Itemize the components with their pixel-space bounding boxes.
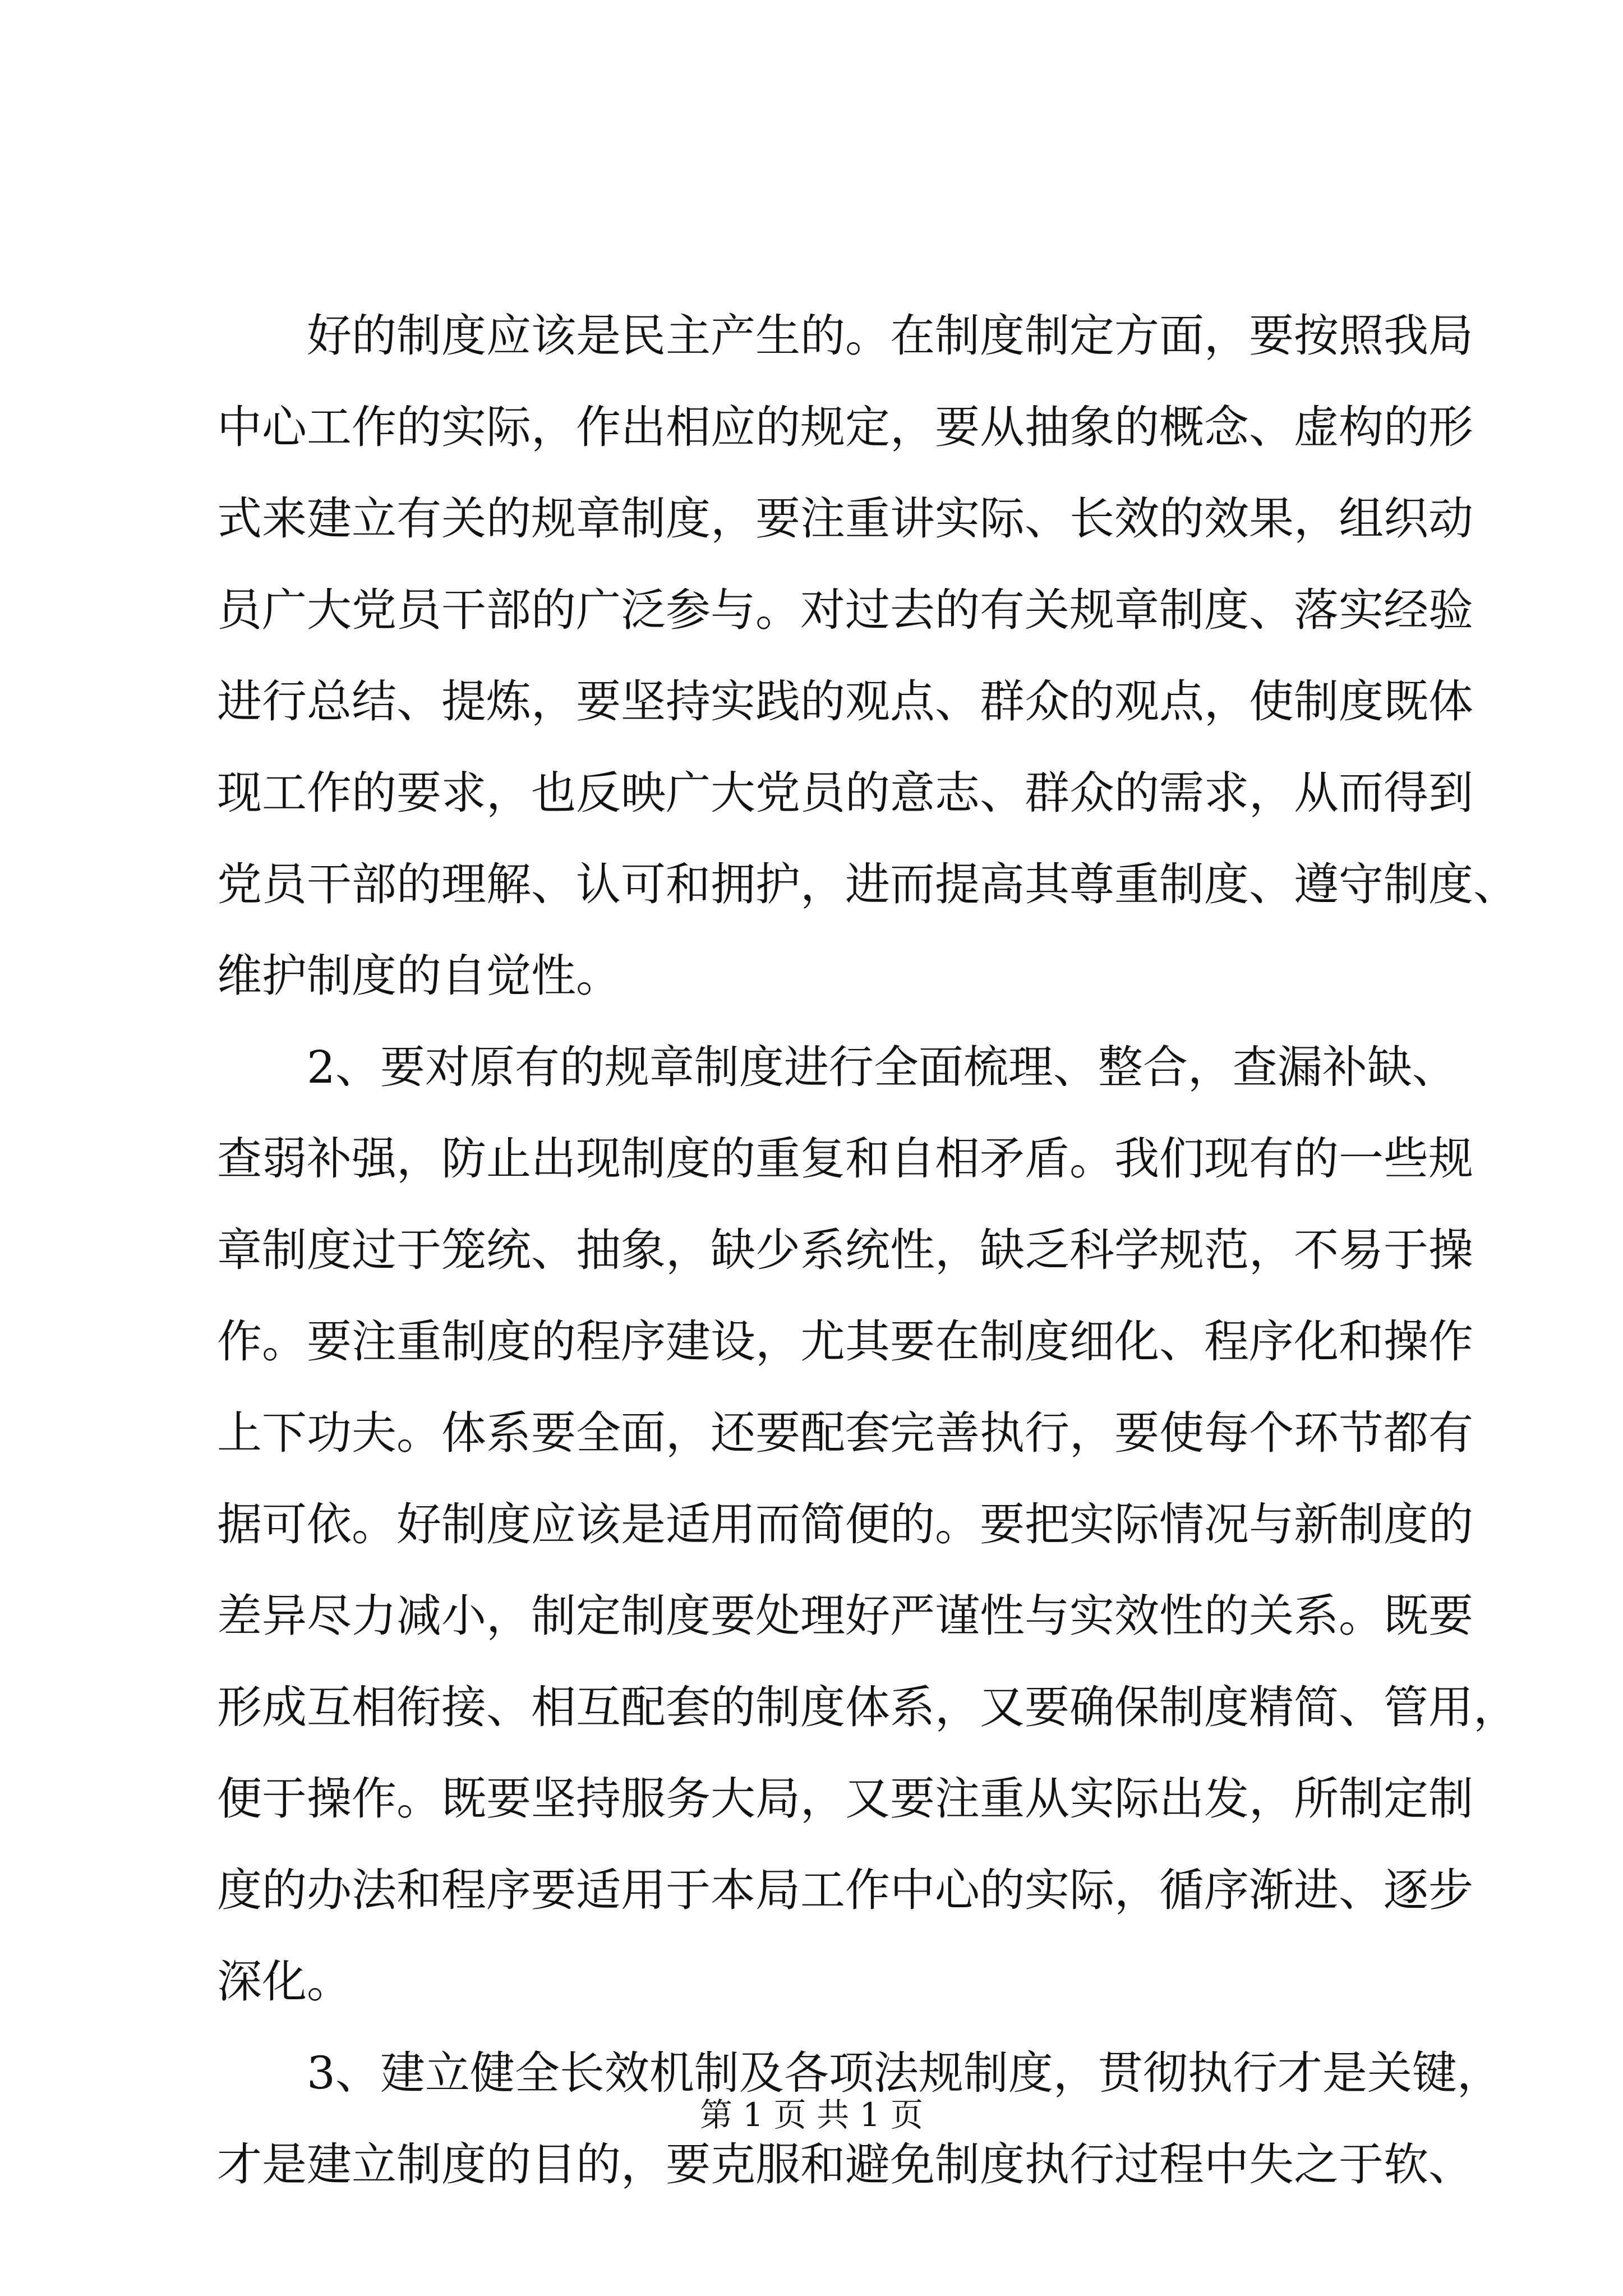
text-line: 员广大党员干部的广泛参与。对过去的有关规章制度、落实经验 — [217, 584, 1473, 636]
text-line: 度的办法和程序要适用于本局工作中心的实际，循序渐进、逐步 — [217, 1864, 1473, 1916]
text-line: 2、要对原有的规章制度进行全面梳理、整合，查漏补缺、 — [217, 1041, 1457, 1093]
text-line: 深化。 — [217, 1955, 352, 2008]
text-line: 便于操作。既要坚持服务大局，又要注重从实际出发，所制定制 — [217, 1773, 1473, 1825]
text-line: 党员干部的理解、认可和拥护，进而提高其尊重制度、遵守制度、 — [217, 858, 1518, 910]
text-line: 3、建立健全长效机制及各项法规制度，贯彻执行才是关键， — [217, 2047, 1502, 2099]
text-line: 章制度过于笼统、抽象，缺少系统性，缺乏科学规范，不易于操 — [217, 1224, 1473, 1276]
text-line: 进行总结、提炼，要坚持实践的观点、群众的观点，使制度既体 — [217, 675, 1473, 728]
text-line: 据可依。好制度应该是适用而简便的。要把实际情况与新制度的 — [217, 1498, 1473, 1550]
text-line: 式来建立有关的规章制度，要注重讲实际、长效的效果，组织动 — [217, 493, 1473, 545]
text-line: 差异尽力减小，制定制度要处理好严谨性与实效性的关系。既要 — [217, 1590, 1473, 1642]
text-line: 好的制度应该是民主产生的。在制度制定方面，要按照我局 — [217, 310, 1473, 362]
text-line: 现工作的要求，也反映广大党员的意志、群众的需求，从而得到 — [217, 767, 1473, 819]
page-number-footer: 第 1 页 共 1 页 — [700, 2096, 923, 2134]
text-line: 才是建立制度的目的，要克服和避免制度执行过程中失之于软、 — [217, 2138, 1473, 2191]
text-line: 查弱补强，防止出现制度的重复和自相矛盾。我们现有的一些规 — [217, 1133, 1473, 1185]
text-line: 形成互相衔接、相互配套的制度体系，又要确保制度精简、管用， — [217, 1681, 1518, 1733]
text-line: 上下功夫。体系要全面，还要配套完善执行，要使每个环节都有 — [217, 1407, 1473, 1459]
text-line: 作。要注重制度的程序建设，尤其要在制度细化、程序化和操作 — [217, 1315, 1473, 1368]
text-line: 中心工作的实际，作出相应的规定，要从抽象的概念、虚构的形 — [217, 401, 1473, 453]
text-line: 维护制度的自觉性。 — [217, 950, 621, 1002]
